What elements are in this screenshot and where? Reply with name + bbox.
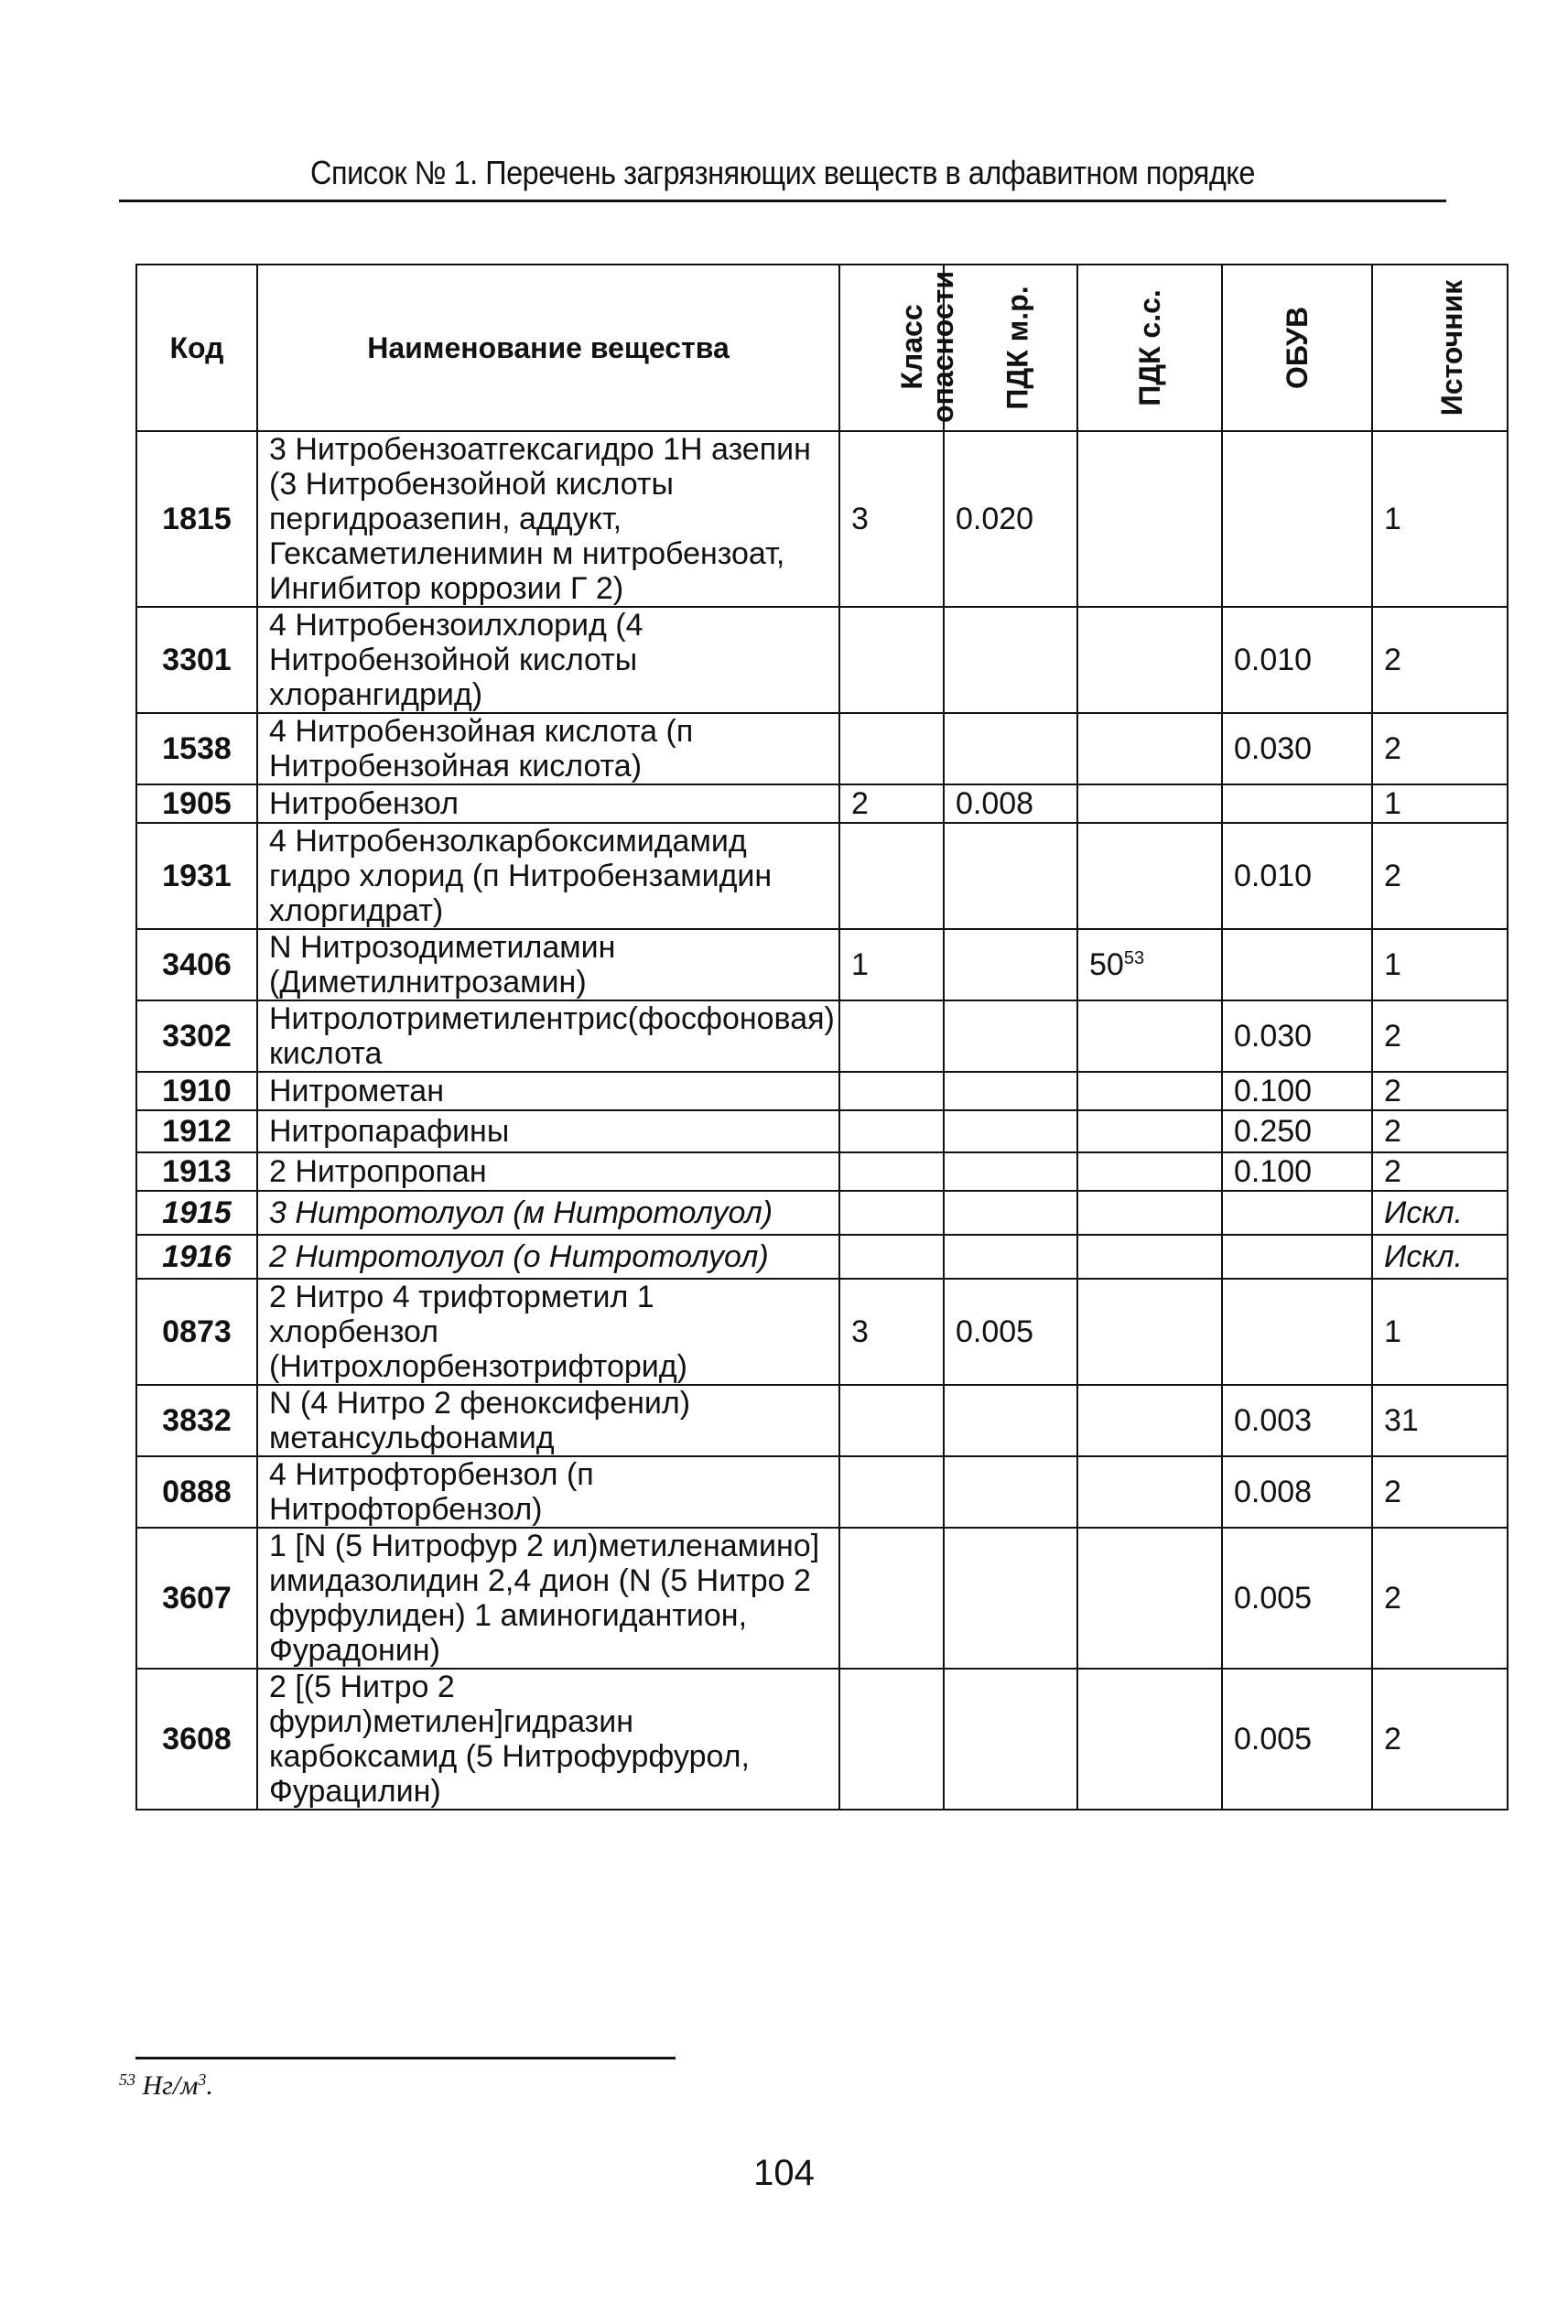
cell-pdk-ss [1077,1110,1222,1152]
cell-name: 3 Нитробензоатгексагидро 1Н азепин (3 Нитробензойной кислоты пергидроазепин, аддукт, Гексаметиленимин м нитробензоат, Ингибитор коррозии Г 2) [257,431,839,607]
cell-pdk-mr [944,1000,1077,1072]
footnote-reference: 53 [1123,948,1145,968]
cell-source: 2 [1372,1528,1508,1669]
cell-pdk-mr [944,713,1077,784]
cell-pdk-ss [1077,607,1222,713]
cell-hazard-class [839,823,944,929]
title-rule [119,200,1446,202]
cell-code: 1815 [136,431,257,607]
cell-code: 1905 [136,784,257,823]
cell-obuv: 0.100 [1222,1072,1372,1110]
cell-code: 3302 [136,1000,257,1072]
cell-obuv [1222,1279,1372,1385]
cell-name: 2 Нитротолуол (о Нитротолуол) [257,1235,839,1279]
table-row [136,1072,1508,1110]
cell-pdk-mr: 0.008 [944,784,1077,823]
cell-obuv [1222,431,1372,607]
cell-obuv: 0.005 [1222,1669,1372,1810]
cell-hazard-class [839,607,944,713]
cell-pdk-mr [944,1235,1077,1279]
cell-obuv [1222,784,1372,823]
table-row [136,1110,1508,1152]
footnote [119,2070,213,2102]
cell-hazard-class [839,1000,944,1072]
cell-pdk-ss [1077,1235,1222,1279]
table-header-row [136,265,1508,431]
table-row [136,1235,1508,1279]
cell-code: 1538 [136,713,257,784]
cell-obuv: 0.003 [1222,1385,1372,1456]
cell-code: 1931 [136,823,257,929]
cell-pdk-mr [944,1110,1077,1152]
cell-name: Нитропарафины [257,1110,839,1152]
cell-hazard-class: 3 [839,431,944,607]
cell-code: 0888 [136,1456,257,1528]
table-row [136,431,1508,607]
cell-pdk-mr: 0.020 [944,431,1077,607]
cell-hazard-class [839,1669,944,1810]
cell-hazard-class: 3 [839,1279,944,1385]
cell-pdk-ss [1077,823,1222,929]
cell-source: 2 [1372,1669,1508,1810]
cell-obuv [1222,1235,1372,1279]
cell-obuv: 0.030 [1222,1000,1372,1072]
cell-pdk-mr [944,1152,1077,1191]
pdk-ss-value: 50 [1089,947,1124,982]
cell-hazard-class [839,1072,944,1110]
cell-pdk-ss [1077,1669,1222,1810]
footnote-unit-power: 3 [198,2070,207,2089]
cell-pdk-ss [1077,929,1222,1000]
cell-code: 1915 [136,1191,257,1235]
footnote-text: Нг/м [142,2070,199,2101]
cell-name: 2 Нитро 4 трифторметил 1 хлорбензол (Нитрохлорбензотрифторид) [257,1279,839,1385]
cell-pdk-ss [1077,1191,1222,1235]
cell-pdk-mr [944,1072,1077,1110]
table-row [136,713,1508,784]
footnote-rule [135,2057,676,2059]
cell-obuv: 0.100 [1222,1152,1372,1191]
cell-name: 2 Нитропропан [257,1152,839,1191]
cell-source: 2 [1372,607,1508,713]
cell-source: Искл. [1372,1235,1508,1279]
column-header-hazard-class-line2: опасности [926,270,960,424]
cell-pdk-ss [1077,431,1222,607]
cell-pdk-ss [1077,1072,1222,1110]
table-row [136,607,1508,713]
table-row [136,1456,1508,1528]
cell-source: 2 [1372,1110,1508,1152]
cell-hazard-class [839,1110,944,1152]
column-header-pdk-mr: ПДК м.р. [944,265,1077,431]
cell-name: 4 Нитробензойная кислота (п Нитробензойная кислота) [257,713,839,784]
table-row [136,784,1508,823]
substances-table [135,264,1509,1811]
cell-obuv: 0.010 [1222,823,1372,929]
cell-pdk-mr [944,823,1077,929]
cell-pdk-ss [1077,1152,1222,1191]
cell-source: 1 [1372,929,1508,1000]
cell-pdk-ss [1077,1385,1222,1456]
column-header-hazard-class-line1: Класс [895,304,929,390]
cell-obuv: 0.010 [1222,607,1372,713]
cell-name: 1 [N (5 Нитрофур 2 ил)метиленамино] имидазолидин 2,4 дион (N (5 Нитро 2 фурфулиден) 1 аминогидантион, Фурадонин) [257,1528,839,1669]
cell-code: 1910 [136,1072,257,1110]
page-title: Список № 1. Перечень загрязняющих веществ в алфавитном порядке [310,154,1255,191]
cell-code: 3607 [136,1528,257,1669]
cell-name: N (4 Нитро 2 феноксифенил) метансульфонамид [257,1385,839,1456]
cell-source: 1 [1372,431,1508,607]
footnote-mark: 53 [119,2070,135,2089]
column-header-obuv: ОБУВ [1222,265,1372,431]
cell-name: N Нитрозодиметиламин (Диметилнитрозамин) [257,929,839,1000]
table-body [136,431,1508,1810]
cell-pdk-mr [944,607,1077,713]
cell-hazard-class: 1 [839,929,944,1000]
footnote-end: . [206,2070,213,2101]
column-header-name: Наименование вещества [257,265,839,431]
cell-obuv: 0.250 [1222,1110,1372,1152]
page-number: 104 [753,2153,815,2193]
cell-obuv: 0.008 [1222,1456,1372,1528]
cell-source: 31 [1372,1385,1508,1456]
cell-source: 2 [1372,713,1508,784]
table-row [136,929,1508,1000]
cell-source: 1 [1372,784,1508,823]
column-header-source: Источник [1372,265,1508,431]
cell-pdk-mr [944,1528,1077,1669]
table-row [136,1191,1508,1235]
cell-pdk-mr [944,1385,1077,1456]
cell-source: 2 [1372,1456,1508,1528]
cell-pdk-mr: 0.005 [944,1279,1077,1385]
cell-name: 4 Нитрофторбензол (п Нитрофторбензол) [257,1456,839,1528]
cell-hazard-class [839,1235,944,1279]
cell-code: 1912 [136,1110,257,1152]
cell-hazard-class [839,1456,944,1528]
cell-obuv [1222,1191,1372,1235]
cell-pdk-ss [1077,1000,1222,1072]
cell-obuv: 0.005 [1222,1528,1372,1669]
cell-pdk-mr [944,1669,1077,1810]
cell-pdk-ss [1077,784,1222,823]
cell-hazard-class [839,1385,944,1456]
cell-hazard-class [839,1191,944,1235]
cell-code: 3301 [136,607,257,713]
cell-obuv: 0.030 [1222,713,1372,784]
cell-pdk-mr [944,1191,1077,1235]
cell-name: Нитробензол [257,784,839,823]
cell-pdk-mr [944,1456,1077,1528]
cell-source: Искл. [1372,1191,1508,1235]
cell-pdk-ss [1077,1279,1222,1385]
cell-code: 1916 [136,1235,257,1279]
table-row [136,823,1508,929]
cell-name: 3 Нитротолуол (м Нитротолуол) [257,1191,839,1235]
cell-pdk-ss [1077,1528,1222,1669]
cell-pdk-mr [944,929,1077,1000]
cell-code: 3608 [136,1669,257,1810]
table-row [136,1669,1508,1810]
cell-source: 2 [1372,1072,1508,1110]
cell-hazard-class [839,713,944,784]
cell-name: Нитролотриметилентрис(фосфоновая) кислота [257,1000,839,1072]
table-row [136,1000,1508,1072]
cell-source: 2 [1372,1152,1508,1191]
cell-pdk-ss [1077,713,1222,784]
column-header-hazard-class [839,265,960,431]
column-header-pdk-ss: ПДК с.с. [1077,265,1222,431]
column-header-code: Код [136,265,257,431]
table-row [136,1152,1508,1191]
cell-hazard-class [839,1152,944,1191]
cell-source: 2 [1372,1000,1508,1072]
table-row [136,1279,1508,1385]
cell-hazard-class [839,1528,944,1669]
cell-source: 2 [1372,823,1508,929]
cell-name: 2 [(5 Нитро 2 фурил)метилен]гидразин карбоксамид (5 Нитрофурфурол, Фурацилин) [257,1669,839,1810]
cell-pdk-ss [1077,1456,1222,1528]
cell-name: 4 Нитробензоилхлорид (4 Нитробензойной кислоты хлорангидрид) [257,607,839,713]
cell-name: 4 Нитробензолкарбоксимидамид гидро хлорид (п Нитробензамидин хлоргидрат) [257,823,839,929]
cell-obuv [1222,929,1372,1000]
cell-code: 3832 [136,1385,257,1456]
cell-code: 1913 [136,1152,257,1191]
cell-source: 1 [1372,1279,1508,1385]
table-row [136,1385,1508,1456]
table-row [136,1528,1508,1669]
cell-hazard-class: 2 [839,784,944,823]
cell-code: 3406 [136,929,257,1000]
cell-code: 0873 [136,1279,257,1385]
cell-name: Нитрометан [257,1072,839,1110]
